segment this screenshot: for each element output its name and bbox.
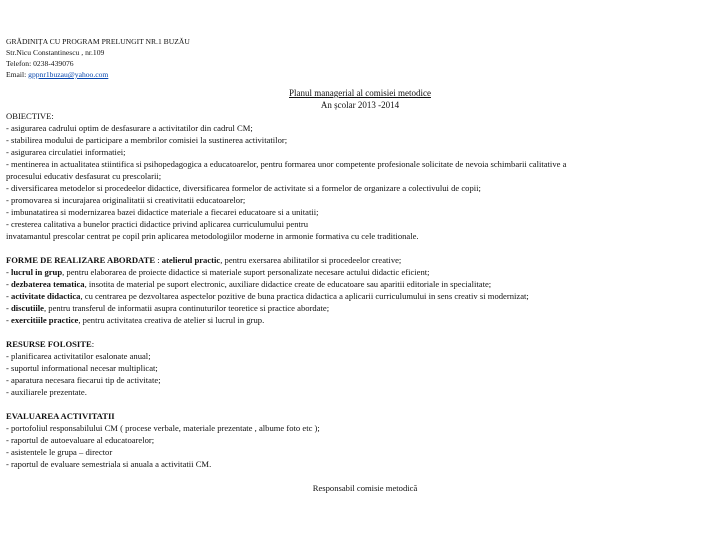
form-term: discutiile: [11, 303, 44, 313]
objectives-heading: OBIECTIVE:: [6, 111, 54, 121]
objective-item: - imbunatatirea si modernizarea bazei didactice materiale a fiecarei educatoare si a unitatii;: [6, 207, 319, 217]
school-email: [6, 70, 108, 80]
email-label: Email:: [6, 70, 27, 79]
form-item: - discutiile, pentru transferul de informatii asupra continuturilor teoretice si practice abordate;: [6, 303, 330, 313]
forms-heading: FORME DE REALIZARE ABORDATE: [6, 255, 156, 265]
evaluation-item: - portofoliul responsabilului CM ( procese verbale, materiale prezentate , albume foto etc );: [6, 423, 320, 433]
objective-item: - asigurarea circulatiei informatiei;: [6, 147, 126, 157]
signature-label: Responsabil comisie metodică: [312, 483, 418, 493]
objective-item: - stabilirea modului de participare a membrilor comisiei la sustinerea activitatilor;: [6, 135, 288, 145]
resource-item: - planificarea activitatilor esalonate anual;: [6, 351, 151, 361]
objective-item: procesului educativ desfasurat cu prescolarii;: [6, 171, 162, 181]
school-name: GRĂDINIȚA CU PROGRAM PRELUNGIT NR.1 BUZĂU: [6, 37, 190, 46]
form-item: - activitate didactica, cu centrarea pe dezvoltarea aspectelor pozitive de buna practica didactica a aplicarii curriculumului in sens creativ si modernizat;: [6, 291, 529, 301]
resources-heading-line: RESURSE FOLOSITE:: [6, 339, 95, 349]
form-term: activitate didactica: [11, 291, 81, 301]
form-term: atelierul practic: [161, 255, 221, 265]
objective-item: - asigurarea cadrului optim de desfasurare a activitatilor din cadrul CM;: [6, 123, 253, 133]
resource-item: - suportul informational necesar multiplicat;: [6, 363, 158, 373]
form-term: exercitiile practice: [11, 315, 79, 325]
form-term: lucrul in grup: [11, 267, 63, 277]
school-address: Str.Nicu Constantinescu , nr.109: [6, 48, 105, 57]
school-phone: Telefon: 0238-439076: [6, 59, 74, 68]
form-term: dezbaterea tematica: [11, 279, 85, 289]
evaluation-heading: EVALUAREA ACTIVITATII: [6, 411, 115, 421]
evaluation-item: - asistentele le grupa – director: [6, 447, 113, 457]
resource-item: - auxiliarele prezentate.: [6, 387, 87, 397]
email-link[interactable]: gppnr1buzau@yahoo.com: [28, 70, 109, 79]
title-line-2: An școlar 2013 -2014: [320, 100, 400, 110]
objective-item: - promovarea si incurajarea originalitatii si creativitatii educatoarelor;: [6, 195, 246, 205]
objective-item: - cresterea calitativa a bunelor practici didactice privind aplicarea curriculumului pentru: [6, 219, 309, 229]
document-title: [0, 87, 720, 111]
objective-item: - diversificarea metodelor si procedeelor didactice, diversificarea formelor de activitate si a formelor de organizare a colectivului de copii;: [6, 183, 481, 193]
title-line-1: Planul managerial al comisiei metodice: [289, 88, 431, 98]
forms-first-line: FORME DE REALIZARE ABORDATE : atelierul practic, pentru exersarea abilitatilor si procedeelor creative;: [6, 255, 402, 265]
evaluation-item: - raportul de autoevaluare al educatoarelor;: [6, 435, 155, 445]
evaluation-item: - raportul de evaluare semestriala si anuala a activitatii CM.: [6, 459, 212, 469]
objective-item: - mentinerea in actualitatea stiintifica si psihopedagogica a educatoarelor, pentru formarea unor competente profesionale solicitate de nevoia schimbarii calitative a: [6, 159, 567, 169]
form-item: - exercitiile practice, pentru activitatea creativa de atelier si lucrul in grup.: [6, 315, 265, 325]
resource-item: - aparatura necesara fiecarui tip de activitate;: [6, 375, 161, 385]
form-item: - lucrul in grup, pentru elaborarea de proiecte didactice si materiale suport personalizate necesare actului didactic eficient;: [6, 267, 430, 277]
objective-item: invatamantul prescolar centrat pe copil prin aplicarea metodologiilor moderne in armonie formativa cu cele traditionale.: [6, 231, 419, 241]
form-item: - dezbaterea tematica, insotita de material pe suport electronic, auxiliare didactice create de educatoare sau aparitii editoriale in specialitate;: [6, 279, 492, 289]
resources-heading: RESURSE FOLOSITE: [6, 339, 92, 349]
